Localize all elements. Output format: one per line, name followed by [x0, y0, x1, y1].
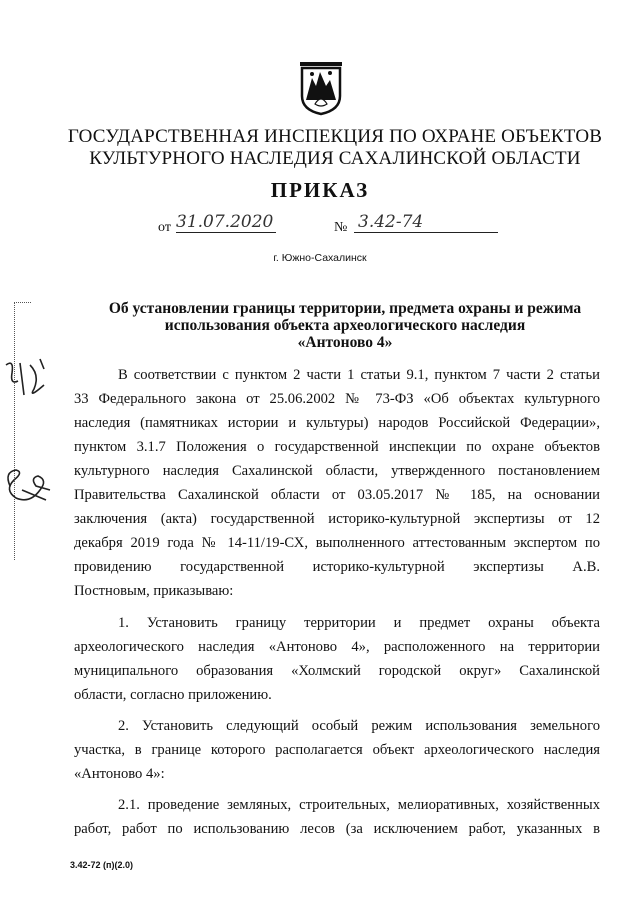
body-line: провидению государственной историко-культурной экспертизы А.В.: [74, 559, 600, 575]
body-line: декабря 2019 года № 14-11/19-СХ, выполненного аттестованным экспертом по: [74, 535, 600, 551]
body-line: 2.1. проведение земляных, строительных, мелиоративных, хозяйственных: [118, 797, 600, 813]
body-line: «Антоново 4»:: [74, 766, 165, 782]
body-line: наследия (памятниках истории и культуры) народов Российской Федерации»,: [74, 415, 600, 431]
organization-name-line2: КУЛЬТУРНОГО НАСЛЕДИЯ САХАЛИНСКОЙ ОБЛАСТИ: [89, 148, 581, 169]
document-type: ПРИКАЗ: [270, 178, 370, 202]
margin-mark: [14, 302, 31, 560]
number-prefix: №: [334, 220, 348, 235]
margin-signature-1: [0, 355, 58, 407]
organization-name-line1: ГОСУДАРСТВЕННАЯ ИНСПЕКЦИЯ ПО ОХРАНЕ ОБЪЕКТОВ: [67, 126, 603, 147]
body-line: 33 Федерального закона от 25.06.2002 № 73-ФЗ «Об объектах культурного: [74, 391, 600, 407]
body-line: культурного наследия Сахалинской области, утвержденного постановлением: [74, 463, 600, 479]
coat-of-arms-icon: [298, 60, 344, 116]
body-line: 1. Установить границу территории и предмет охраны объекта: [118, 615, 600, 631]
body-line: участка, в границе которого располагается объект археологического наследия: [74, 742, 600, 758]
city: г. Южно-Сахалинск: [273, 252, 367, 264]
order-number: 3.42-74: [354, 212, 498, 233]
body-line: Правительства Сахалинской области от 03.05.2017 № 185, на основании: [74, 487, 600, 503]
margin-signature-2: [0, 460, 56, 510]
order-title-line1: Об установлении границы территории, предмета охраны и режима: [108, 300, 582, 317]
body-line: заключения (акта) государственной историко-культурной экспертизы от 12: [74, 511, 600, 527]
date-prefix: от: [158, 220, 171, 235]
body-line: археологического наследия «Антоново 4», расположенного на территории: [74, 639, 600, 655]
body-line: В соответствии с пунктом 2 части 1 статьи 9.1, пунктом 7 части 2 статьи: [118, 367, 600, 383]
order-title-line2: использования объекта археологического наследия: [164, 317, 526, 334]
body-line: 2. Установить следующий особый режим использования земельного: [118, 718, 600, 734]
order-title-line3: «Антоново 4»: [297, 334, 393, 351]
body-line: работ, работ по использованию лесов (за исключением работ, указанных в: [74, 821, 600, 837]
order-date: 31.07.2020: [176, 212, 276, 233]
body-line: пунктом 3.1.7 Положения о государственной инспекции по охране объектов: [74, 439, 600, 455]
body-line: Постновым, приказываю:: [74, 583, 234, 599]
body-line: муниципального образования «Холмский городской округ» Сахалинской: [74, 663, 600, 679]
body-line: области, согласно приложению.: [74, 687, 272, 703]
document-code: 3.42-72 (п)(2.0): [70, 860, 133, 870]
